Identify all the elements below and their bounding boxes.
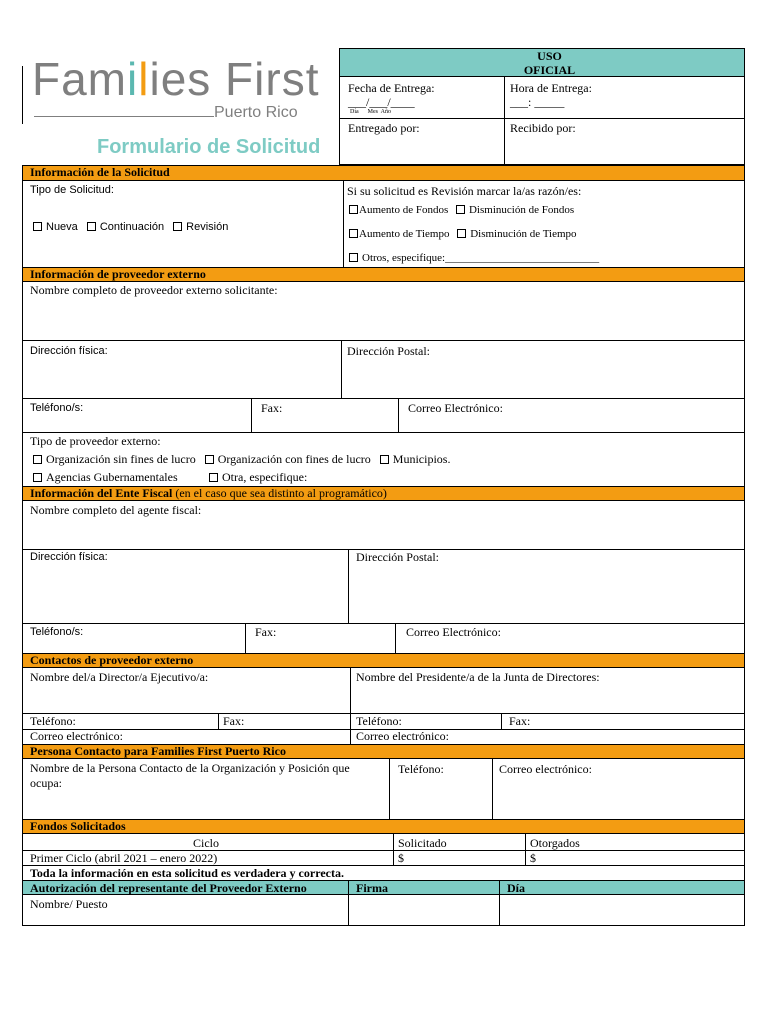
section-proveedor: Información de proveedor externo (23, 267, 744, 282)
fecha-entrega-field[interactable]: ___/___/____ (348, 95, 415, 109)
official-use-box (339, 48, 745, 165)
autorizacion-title: Autorización del representante del Proveedor Externo (30, 881, 307, 895)
logo-subtitle: Puerto Rico (214, 104, 298, 121)
checkbox-revision[interactable] (173, 222, 182, 231)
col-ciclo-label: Ciclo (193, 836, 219, 850)
telefono-label: Teléfono/s: (30, 402, 84, 414)
contacto-tel1-label: Teléfono: (30, 714, 76, 728)
revision-reasons-row1: Aumento de Fondos Disminución de Fondos (349, 204, 574, 216)
director-label: Nombre del/a Director/a Ejecutivo/a: (30, 670, 209, 684)
tipo-proveedor-row1: Organización sin fines de lucro Organización con fines de lucro Municipios. (33, 452, 450, 467)
logo (22, 48, 332, 138)
persona-telefono-label: Teléfono: (398, 762, 444, 776)
checkbox-con-fines[interactable] (205, 455, 214, 464)
logo-wordmark: Families First (32, 53, 320, 105)
fondos-row1-solicitado[interactable]: $ (398, 851, 404, 865)
checkbox-continuacion[interactable] (87, 222, 96, 231)
nombre-agente-label: Nombre completo del agente fiscal: (30, 503, 202, 517)
fecha-entrega-label: Fecha de Entrega: (348, 81, 435, 95)
persona-correo-label: Correo electrónico: (499, 762, 592, 776)
nombre-puesto-label: Nombre/ Puesto (30, 897, 108, 911)
correo-label: Correo Electrónico: (408, 401, 503, 415)
ente-fax-label: Fax: (255, 625, 277, 639)
contacto-tel2-label: Teléfono: (356, 714, 402, 728)
form-table (22, 165, 745, 926)
section-ente-fiscal: Información del Ente Fiscal (en el caso que sea distinto al programático) (23, 486, 744, 501)
nombre-proveedor-label: Nombre completo de proveedor externo solicitante: (30, 283, 278, 297)
fax-label: Fax: (261, 401, 283, 415)
col-solicitado-label: Solicitado (398, 836, 447, 850)
dir-fisica-label: Dirección física: (30, 345, 108, 357)
checkbox-disminucion-fondos[interactable] (456, 205, 465, 214)
fecha-parts-label: Día Mes Año (350, 109, 391, 115)
contacto-correo1-label: Correo electrónico: (30, 729, 123, 743)
checkbox-disminucion-tiempo[interactable] (457, 229, 466, 238)
hora-entrega-label: Hora de Entrega: (510, 81, 592, 95)
form-title: Formulario de Solicitud (97, 136, 321, 158)
presidente-label: Nombre del Presidente/a de la Junta de Directores: (356, 670, 600, 684)
contacto-correo2-label: Correo electrónico: (356, 729, 449, 743)
ente-correo-label: Correo Electrónico: (406, 625, 501, 639)
tipo-proveedor-row2: Agencias Gubernamentales Otra, especifique: (33, 470, 307, 485)
section-autorizacion (23, 880, 744, 895)
fondos-row1-ciclo: Primer Ciclo (abril 2021 – enero 2022) (30, 851, 218, 865)
revision-reasons-row3: Otros, especifique:____________________________ (349, 252, 599, 264)
hora-entrega-field[interactable]: ___: _____ (510, 95, 565, 109)
firma-header: Firma (356, 881, 388, 895)
ente-dir-fisica-label: Dirección física: (30, 551, 108, 563)
checkbox-aumento-fondos[interactable] (349, 205, 358, 214)
recibido-por-label: Recibido por: (510, 121, 576, 135)
section-persona-contacto: Persona Contacto para Families First Puerto Rico (23, 744, 744, 759)
declaracion-text: Toda la información en esta solicitud es verdadera y correcta. (30, 866, 344, 880)
ente-dir-postal-label: Dirección Postal: (356, 550, 439, 564)
fondos-row1-otorgados[interactable]: $ (530, 851, 536, 865)
checkbox-sin-fines[interactable] (33, 455, 42, 464)
dia-header: Día (507, 881, 525, 895)
section-info-solicitud: Información de la Solicitud (23, 166, 744, 181)
tipo-proveedor-label: Tipo de proveedor externo: (30, 434, 161, 448)
checkbox-otros[interactable] (349, 253, 358, 262)
checkbox-municipios[interactable] (380, 455, 389, 464)
ente-telefono-label: Teléfono/s: (30, 626, 84, 638)
section-fondos: Fondos Solicitados (23, 819, 744, 834)
revision-reasons-label: Si su solicitud es Revisión marcar la/as razón/es: (347, 184, 582, 198)
checkbox-aumento-tiempo[interactable] (349, 229, 358, 238)
col-otorgados-label: Otorgados (530, 836, 580, 850)
checkbox-agencias[interactable] (33, 473, 42, 482)
revision-reasons-row2: Aumento de Tiempo Disminución de Tiempo (349, 228, 577, 240)
checkbox-nueva[interactable] (33, 222, 42, 231)
contacto-fax2-label: Fax: (509, 714, 531, 728)
entregado-por-label: Entregado por: (348, 121, 420, 135)
checkbox-otra[interactable] (209, 473, 218, 482)
tipo-solicitud-label: Tipo de Solicitud: (30, 184, 114, 196)
official-use-header: USO OFICIAL (340, 49, 744, 77)
tipo-solicitud-options: Nueva Continuación Revisión (33, 221, 228, 233)
persona-nombre-label: Nombre de la Persona Contacto de la Organización y Posición que ocupa: (30, 761, 350, 790)
contacto-fax1-label: Fax: (223, 714, 245, 728)
dir-postal-label: Dirección Postal: (347, 344, 430, 358)
section-contactos: Contactos de proveedor externo (23, 653, 744, 668)
